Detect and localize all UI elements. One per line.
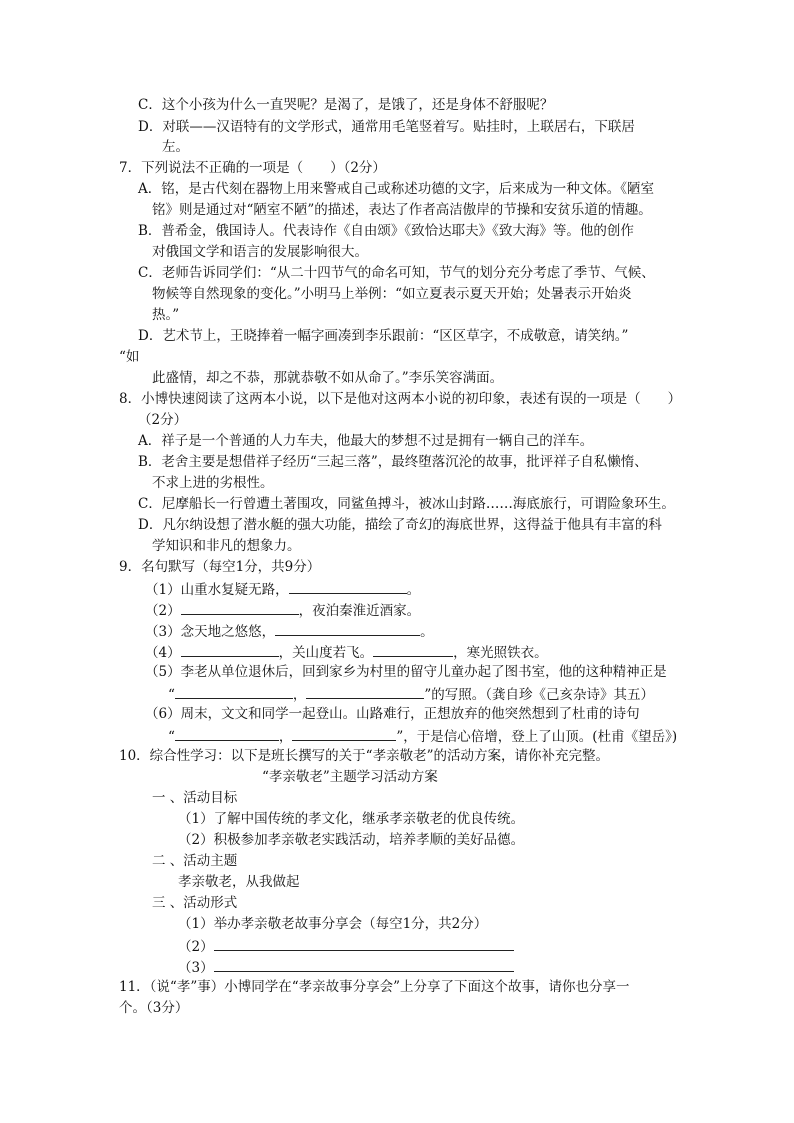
- q10-section-1-item-2: （2）积极参加孝亲敬老实践活动，培养孝顺的美好品德。: [178, 832, 525, 848]
- q8-option-a: A．祥子是一个普通的人力车夫，他最大的梦想不过是拥有一辆自己的洋车。: [138, 433, 594, 449]
- q9-item-6-comma: ，: [278, 729, 293, 745]
- q6-option-d-line2: 左。: [162, 139, 189, 155]
- q11-stem-line2: 个。（3分）: [119, 1000, 189, 1016]
- q10-section-3-item-3-num: （3）: [178, 960, 214, 976]
- q8-stem-line1: 8．小博快速阅读了这两本小说，以下是他对这两本小说的初印象，表述有误的一项是（ ）: [119, 391, 682, 407]
- q7-option-c-line1: C．老师告诉同学们：“从二十四节气的命名可知，节气的划分充分考虑了季节、气候、: [138, 265, 655, 281]
- q9-blank-4[interactable]: [181, 641, 279, 657]
- q7-option-a-line2: 铭》则是通过对“陋室不陋”的描述，表达了作者高洁傲岸的节操和安贫乐道的情趣。: [152, 202, 652, 218]
- q6-option-d-line1: D．对联——汉语特有的文学形式，通常用毛笔竖着写。贴挂时，上联居右，下联居: [138, 119, 635, 135]
- q9-item-4-mid: ，关山度若飞。: [278, 645, 374, 661]
- q8-option-c: C．尼摩船长一行曾遭土著围攻，同鲨鱼搏斗，被冰山封路……海底旅行，可谓险象环生。: [138, 496, 675, 512]
- q11-stem-line1: 11．（说“孝”事）小博同学在“孝亲故事分享会”上分享了下面这个故事，请你也分享一: [119, 979, 630, 995]
- q9-item-3-text: （3）念天地之悠悠，: [145, 624, 276, 640]
- q9-blank-5[interactable]: [373, 641, 453, 657]
- q10-section-1-item-1: （1）了解中国传统的孝文化，继承孝亲敬老的优良传统。: [178, 811, 525, 827]
- q10-section-3-item-2: [178, 935, 514, 958]
- q7-option-d-line2: “如: [119, 349, 140, 365]
- q9-item-5-end: ”的写照。（龚自珍《己亥杂诗》其五）: [424, 687, 655, 703]
- q9-blank-3[interactable]: [275, 620, 420, 636]
- q10-section-3-item-1: （1）举办孝亲敬老故事分享会（每空1分，共2分）: [178, 916, 488, 932]
- q10-blank-2[interactable]: [214, 956, 514, 972]
- q9-item-1-text: （1）山重水复疑无路，: [145, 582, 289, 598]
- q9-item-6-line2: [168, 725, 677, 748]
- q7-option-d-line1: D．艺术节上，王晓捧着一幅字画凑到李乐跟前：“区区草字，不成敬意，请笑纳。”: [138, 328, 629, 344]
- q9-item-5-quote-open: “: [168, 687, 175, 703]
- q10-blank-1[interactable]: [214, 935, 514, 951]
- q10-stem: 10．综合性学习：以下是班长撰写的关于“孝亲敬老”的活动方案，请你补充完整。: [119, 748, 609, 764]
- q9-item-5-line1: （5）李老从单位退休后，回到家乡为村里的留守儿童办起了图书室，他的这种精神正是: [145, 664, 667, 680]
- q9-blank-9[interactable]: [292, 725, 396, 741]
- q9-blank-6[interactable]: [175, 683, 293, 699]
- q9-item-1: [145, 578, 420, 601]
- q9-blank-1[interactable]: [289, 578, 407, 594]
- q10-section-3-item-2-num: （2）: [178, 939, 214, 955]
- q8-stem-line2: （2分）: [138, 412, 188, 428]
- q9-item-1-end: 。: [406, 582, 421, 598]
- q8-option-b-line1: B．老舍主要是想借祥子经历“三起三落”，最终堕落沉沦的故事，批评祥子自私懒惰、: [138, 454, 648, 470]
- q8-option-b-line2: 不求上进的劣根性。: [152, 475, 274, 491]
- q10-section-1: 一 、活动目标: [152, 790, 238, 806]
- q10-section-2-theme: 孝亲敬老，从我做起: [178, 874, 300, 890]
- q9-item-4-num: （4）: [145, 645, 181, 661]
- q9-item-6-quote-open: “: [168, 729, 175, 745]
- q9-item-5-comma: ，: [292, 687, 307, 703]
- q9-blank-7[interactable]: [306, 683, 424, 699]
- q9-blank-2[interactable]: [181, 599, 299, 615]
- q8-option-d-line2: 学知识和非凡的想象力。: [152, 538, 301, 554]
- q9-item-2: [145, 599, 420, 622]
- q8-option-d-line1: D．凡尔纳设想了潜水艇的强大功能，描绘了奇幻的海底世界，这得益于他具有丰富的科: [138, 517, 662, 533]
- q9-item-4: [145, 641, 548, 664]
- q9-item-3: [145, 620, 434, 643]
- q10-plan-title: “孝亲敬老”主题学习活动方案: [262, 769, 438, 785]
- q10-section-2: 二 、活动主题: [152, 853, 238, 869]
- q7-option-c-line2: 物候等自然现象的变化。”小明马上举例：“如立夏表示夏天开始；处暑表示开始炎: [152, 286, 632, 302]
- q9-blank-8[interactable]: [175, 725, 279, 741]
- q7-option-b-line2: 对俄国文学和语言的发展影响很大。: [152, 244, 368, 260]
- q9-item-2-num: （2）: [145, 603, 181, 619]
- q10-section-3: 三 、活动形式: [152, 895, 238, 911]
- q7-option-a-line1: A．铭，是古代刻在器物上用来警戒自己或称述功德的文字，后来成为一种文体。《陋室: [138, 181, 654, 197]
- q6-option-c: C．这个小孩为什么一直哭呢？是渴了，是饿了，还是身体不舒服呢？: [138, 97, 554, 113]
- q7-stem: 7．下列说法不正确的一项是（ ）（2分）: [119, 160, 386, 176]
- q9-item-3-end: 。: [420, 624, 434, 640]
- q9-item-5-line2: [168, 683, 654, 706]
- q7-option-b-line1: B．普希金，俄国诗人。代表诗作《自由颂》《致恰达耶夫》《致大海》等。他的创作: [138, 223, 634, 239]
- q9-item-2-text: ，夜泊秦淮近酒家。: [298, 603, 421, 619]
- q9-item-6-end: ”，于是信心倍增，登上了山顶。(杜甫《望岳》): [396, 729, 678, 745]
- q10-section-3-item-3: [178, 956, 514, 979]
- q9-item-6-line1: （6）周末，文文和同学一起登山。山路难行，正想放弃的他突然想到了杜甫的诗句: [145, 706, 640, 722]
- q9-stem: 9．名句默写（每空1分，共9分）: [119, 559, 321, 575]
- q9-item-4-end: ，寒光照铁衣。: [453, 645, 548, 661]
- q7-option-c-line3: 热。”: [152, 307, 180, 323]
- q7-option-d-line3: 此盛情，却之不恭，那就恭敬不如从命了。”李乐笑容满面。: [152, 370, 504, 386]
